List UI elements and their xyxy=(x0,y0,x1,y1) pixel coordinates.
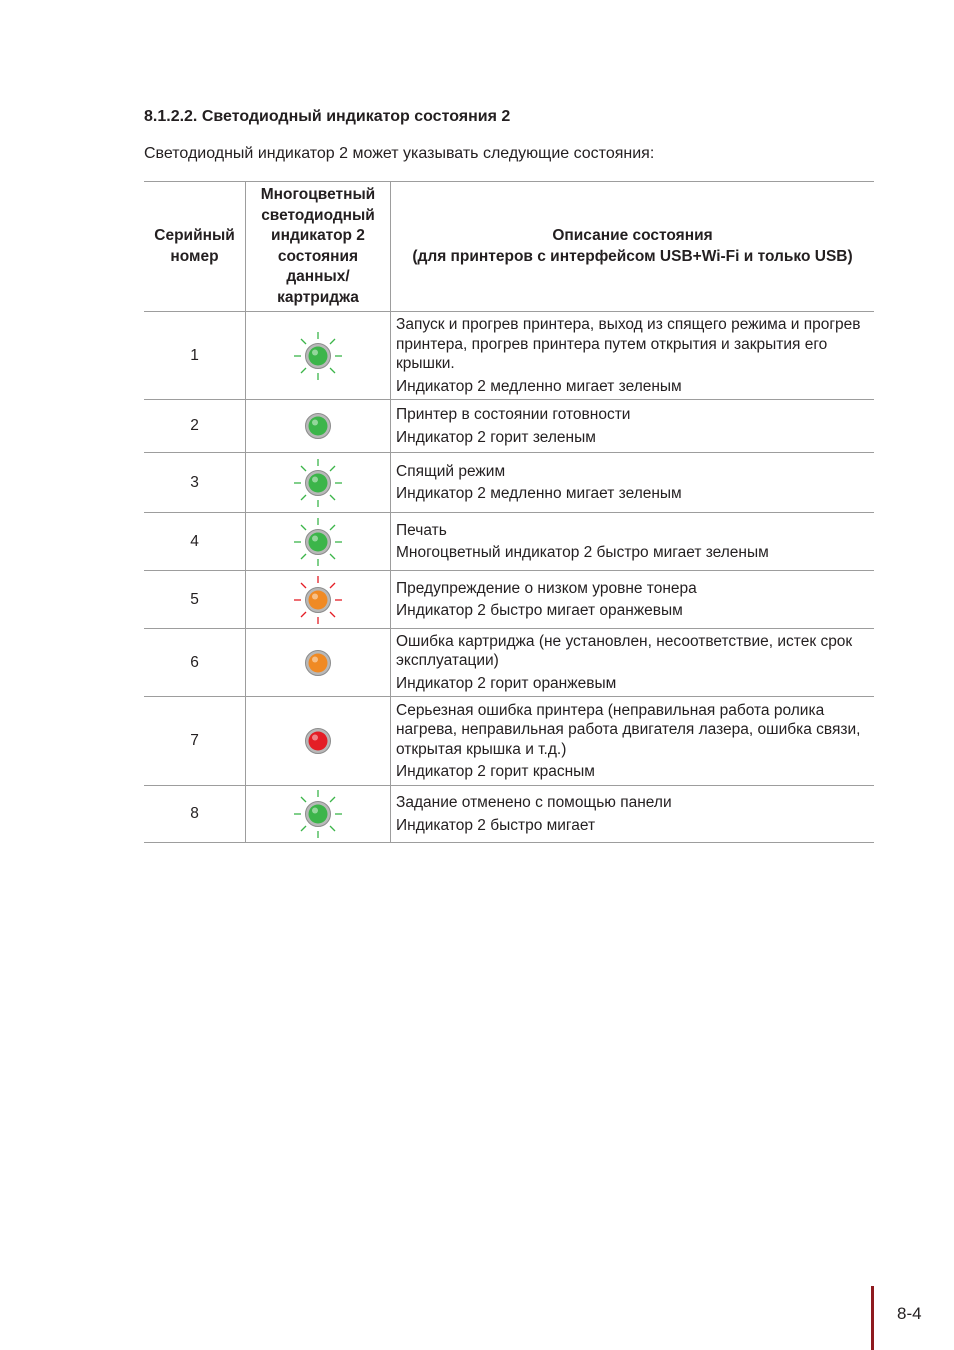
led-light xyxy=(309,590,328,609)
table-row xyxy=(144,453,874,513)
indicator-behavior: Индикатор 2 горит зеленым xyxy=(396,428,596,446)
led-green-blinking-icon xyxy=(292,788,344,840)
row-number: 7 xyxy=(144,697,246,786)
led-ray xyxy=(330,466,335,471)
led-light xyxy=(309,417,328,436)
led-green-blinking-icon xyxy=(292,330,344,382)
description-cell xyxy=(391,400,875,453)
row-number: 4 xyxy=(144,513,246,571)
description-cell xyxy=(391,312,875,400)
status-description: Ошибка картриджа (не установлен, несоответствие, истек срок эксплуатации) xyxy=(396,632,853,670)
led-green-blinking-icon xyxy=(292,457,344,509)
led-highlight xyxy=(312,656,318,662)
description-cell xyxy=(391,571,875,629)
led-light xyxy=(309,532,328,551)
led-cell xyxy=(246,400,391,453)
led-light xyxy=(309,473,328,492)
status-description: Задание отменено с помощью панели xyxy=(396,794,672,811)
led-cell xyxy=(246,312,391,400)
table-row xyxy=(144,312,874,400)
led-ray xyxy=(301,583,306,588)
led-ray xyxy=(330,797,335,802)
led-light xyxy=(309,805,328,824)
status-description: Принтер в состоянии готовности xyxy=(396,406,631,423)
row-number: 8 xyxy=(144,786,246,843)
led-highlight xyxy=(312,349,318,355)
led-cell xyxy=(246,453,391,513)
led-light xyxy=(309,653,328,672)
status-description: Серьезная ошибка принтера (неправильная работа ролика нагрева, неправильная работа двигателя лазера, ошибка связи, открытая крышка и т.д.) xyxy=(396,701,861,758)
page-number: 8-4 xyxy=(897,1304,922,1323)
header-serial-number: Серийный номер xyxy=(144,182,246,312)
table-row xyxy=(144,513,874,571)
table-row xyxy=(144,629,874,697)
indicator-behavior: Индикатор 2 горит оранжевым xyxy=(396,674,617,692)
led-green-solid-icon xyxy=(292,400,344,452)
section-heading: 8.1.2.2. Светодиодный индикатор состояния 2 xyxy=(144,108,511,125)
status-description: Спящий режим xyxy=(396,462,506,480)
led-ray xyxy=(301,525,306,530)
indicator-behavior: Индикатор 2 горит красным xyxy=(396,763,595,780)
led-orange-blinking-icon xyxy=(292,574,344,626)
led-cell xyxy=(246,571,391,629)
indicator-behavior: Индикатор 2 быстро мигает оранжевым xyxy=(396,602,683,619)
led-highlight xyxy=(312,593,318,599)
led-light xyxy=(309,346,328,365)
led-status-table xyxy=(144,181,874,843)
led-cell xyxy=(246,629,391,697)
table-row xyxy=(144,400,874,453)
row-number: 1 xyxy=(144,312,246,400)
status-description: Печать xyxy=(396,521,447,539)
description-cell xyxy=(391,453,875,513)
led-cell xyxy=(246,697,391,786)
header-status-description: Описание состояния (для принтеров с интерфейсом USB+Wi-Fi и только USB) xyxy=(391,182,875,312)
led-ray xyxy=(301,339,306,344)
table-row xyxy=(144,786,874,843)
row-number: 2 xyxy=(144,400,246,453)
led-ray xyxy=(330,583,335,588)
led-ray xyxy=(301,826,306,831)
row-number: 3 xyxy=(144,453,246,513)
row-number: 6 xyxy=(144,629,246,697)
led-highlight xyxy=(312,535,318,541)
led-ray xyxy=(330,612,335,617)
led-ray xyxy=(330,525,335,530)
led-ray xyxy=(301,368,306,373)
table-row xyxy=(144,697,874,786)
indicator-behavior: Индикатор 2 медленно мигает зеленым xyxy=(396,485,682,502)
led-green-blinking-icon xyxy=(292,516,344,568)
status-description: Предупреждение о низком уровне тонера xyxy=(396,579,697,597)
led-highlight xyxy=(312,476,318,482)
page-accent-bar xyxy=(871,1286,874,1350)
led-ray xyxy=(330,495,335,500)
led-light xyxy=(309,732,328,751)
led-cell xyxy=(246,786,391,843)
led-ray xyxy=(330,339,335,344)
led-ray xyxy=(301,797,306,802)
description-cell xyxy=(391,697,875,786)
led-ray xyxy=(330,554,335,559)
led-ray xyxy=(330,826,335,831)
indicator-behavior: Многоцветный индикатор 2 быстро мигает зеленым xyxy=(396,544,769,561)
led-orange-solid-icon xyxy=(292,637,344,689)
status-description: Запуск и прогрев принтера, выход из спящего режима и прогрев принтера, прогрев принтера путем открытия и закрытия его крышки. xyxy=(396,316,861,372)
led-highlight xyxy=(312,420,318,426)
indicator-behavior: Индикатор 2 быстро мигает xyxy=(396,816,596,834)
led-ray xyxy=(301,612,306,617)
indicator-behavior: Индикатор 2 медленно мигает зеленым xyxy=(396,377,682,395)
led-cell xyxy=(246,513,391,571)
led-highlight xyxy=(312,808,318,814)
led-red-solid-icon xyxy=(292,715,344,767)
led-ray xyxy=(301,554,306,559)
description-cell xyxy=(391,629,875,697)
description-cell xyxy=(391,786,875,843)
led-highlight xyxy=(312,735,318,741)
led-ray xyxy=(330,368,335,373)
row-number: 5 xyxy=(144,571,246,629)
intro-text: Светодиодный индикатор 2 может указывать следующие состояния: xyxy=(144,145,655,162)
table-row xyxy=(144,571,874,629)
header-led-indicator: Многоцветный светодиодный индикатор 2 состояния данных/ картриджа xyxy=(246,182,391,312)
description-cell xyxy=(391,513,875,571)
led-ray xyxy=(301,466,306,471)
led-ray xyxy=(301,495,306,500)
